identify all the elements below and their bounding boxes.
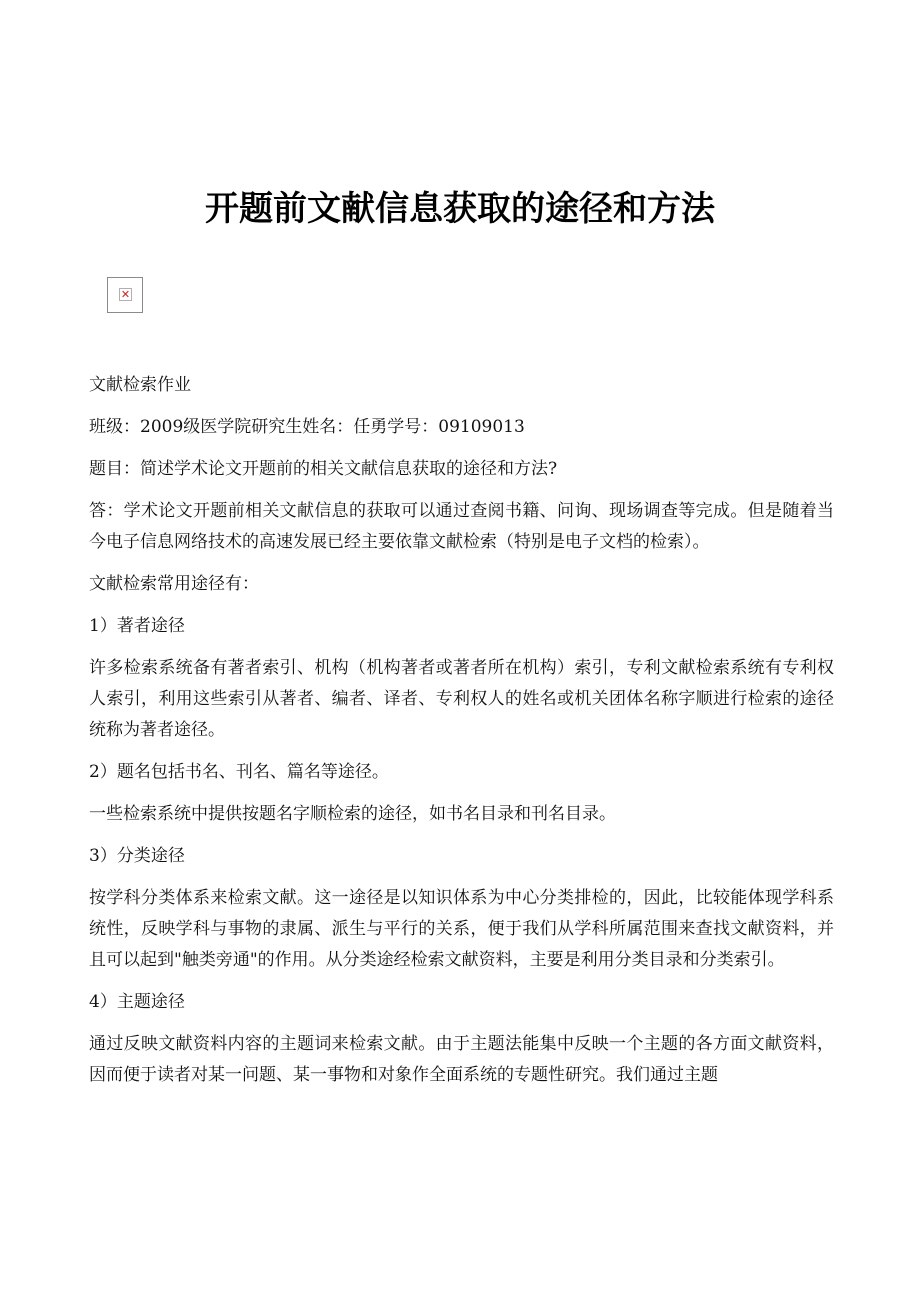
document-body <box>89 370 834 1102</box>
broken-image-x-icon: ✕ <box>120 288 131 301</box>
paragraph-section-4: 4）主题途径 <box>89 992 185 1012</box>
broken-image-icon <box>107 277 143 313</box>
paragraph-heading: 文献检索作业 <box>89 375 191 395</box>
paragraph-section-1-body: 许多检索系统备有著者索引、机构（机构著者或著者所在机构）索引，专利文献检索系统有专利权人索引，利用这些索引从著者、编者、译者、专利权人的姓名或机关团体名称字顺进行检索的途径统称为著者途径。 <box>89 658 834 740</box>
paragraph-section-1: 1）著者途径 <box>89 616 185 636</box>
paragraph-section-3-body: 按学科分类体系来检索文献。这一途径是以知识体系为中心分类排检的，因此，比较能体现学科系统性，反映学科与事物的隶属、派生与平行的关系，便于我们从学科所属范围来查找文献资料，并且可以起到"触类旁通"的作用。从分类途经检索文献资料，主要是利用分类目录和分类索引。 <box>89 888 834 970</box>
paragraph-intro: 文献检索常用途径有： <box>89 574 259 594</box>
paragraph-section-3: 3）分类途径 <box>89 846 185 866</box>
paragraph-section-4-body: 通过反映文献资料内容的主题词来检索文献。由于主题法能集中反映一个主题的各方面文献资料，因而便于读者对某一问题、某一事物和对象作全面系统的专题性研究。我们通过主题 <box>89 1034 834 1085</box>
document-title: 开题前文献信息获取的途径和方法 <box>205 189 715 229</box>
paragraph-student-info: 班级：2009级医学院研究生姓名：任勇学号：09109013 <box>89 417 525 437</box>
paragraph-question: 题目：简述学术论文开题前的相关文献信息获取的途径和方法? <box>89 459 558 479</box>
paragraph-section-2-body: 一些检索系统中提供按题名字顺检索的途径，如书名目录和刊名目录。 <box>89 804 616 824</box>
paragraph-answer: 答：学术论文开题前相关文献信息的获取可以通过查阅书籍、问询、现场调查等完成。但是随着当今电子信息网络技术的高速发展已经主要依靠文献检索（特别是电子文档的检索）。 <box>89 501 834 552</box>
paragraph-section-2: 2）题名包括书名、刊名、篇名等途径。 <box>89 762 389 782</box>
